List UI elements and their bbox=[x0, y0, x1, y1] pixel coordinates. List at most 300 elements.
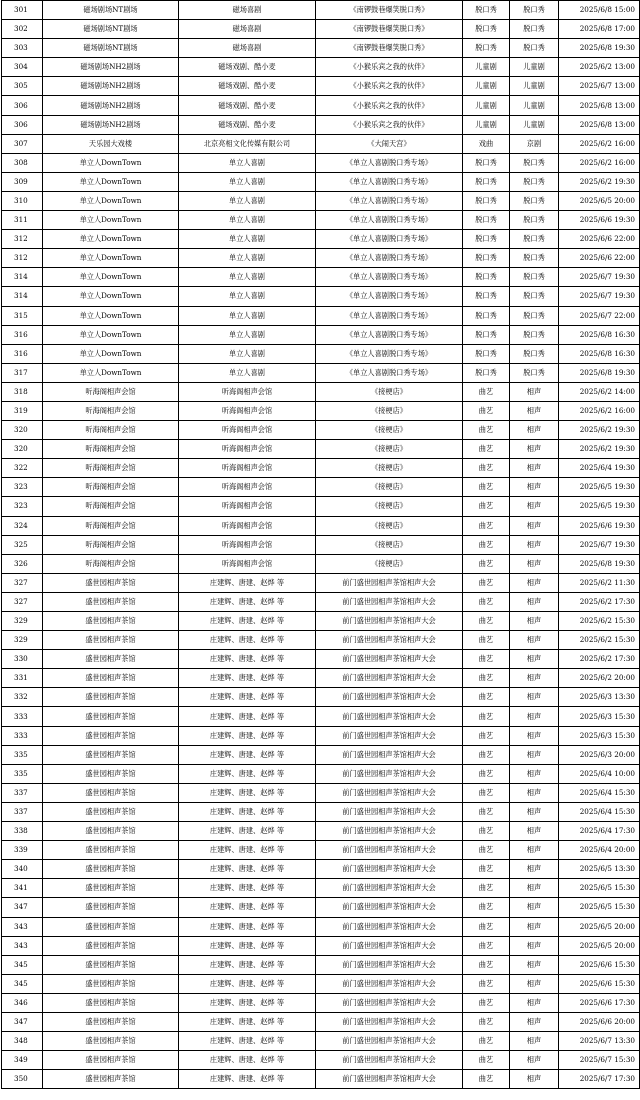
organizer-cell: 磁场喜剧 bbox=[179, 39, 316, 58]
table-row bbox=[2, 860, 640, 879]
table-row bbox=[2, 382, 640, 401]
organizer-cell: 庄建辉、唐建、赵烨 等 bbox=[179, 955, 316, 974]
program-title-cell: 《小猴乐宾之我的伙伴》 bbox=[316, 115, 463, 134]
category-cell: 脱口秀 bbox=[463, 153, 510, 172]
organizer-cell: 单立人喜剧 bbox=[179, 191, 316, 210]
program-title-cell: 前门盛世园相声茶馆相声大会 bbox=[316, 879, 463, 898]
table-row bbox=[2, 20, 640, 39]
row-number-cell: 347 bbox=[2, 898, 43, 917]
organizer-cell: 听海阁相声会馆 bbox=[179, 478, 316, 497]
row-number-cell: 340 bbox=[2, 860, 43, 879]
venue-cell: 听海阁相声会馆 bbox=[43, 497, 179, 516]
genre-cell: 脱口秀 bbox=[510, 211, 559, 230]
row-number-cell: 335 bbox=[2, 745, 43, 764]
organizer-cell: 庄建辉、唐建、赵烨 等 bbox=[179, 1070, 316, 1089]
table-row bbox=[2, 191, 640, 210]
show-time-cell: 2025/6/8 17:00 bbox=[559, 20, 640, 39]
program-title-cell: 《单立人喜剧脱口秀专场》 bbox=[316, 249, 463, 268]
organizer-cell: 听海阁相声会馆 bbox=[179, 382, 316, 401]
venue-cell: 单立人DownTown bbox=[43, 344, 179, 363]
genre-cell: 相声 bbox=[510, 401, 559, 420]
row-number-cell: 323 bbox=[2, 478, 43, 497]
category-cell: 脱口秀 bbox=[463, 20, 510, 39]
table-row bbox=[2, 440, 640, 459]
organizer-cell: 单立人喜剧 bbox=[179, 363, 316, 382]
row-number-cell: 320 bbox=[2, 440, 43, 459]
program-title-cell: 前门盛世园相声茶馆相声大会 bbox=[316, 707, 463, 726]
genre-cell: 相声 bbox=[510, 822, 559, 841]
show-time-cell: 2025/6/2 15:30 bbox=[559, 631, 640, 650]
table-row bbox=[2, 134, 640, 153]
organizer-cell: 庄建辉、唐建、赵烨 等 bbox=[179, 783, 316, 802]
show-time-cell: 2025/6/6 20:00 bbox=[559, 1012, 640, 1031]
table-row bbox=[2, 879, 640, 898]
genre-cell: 相声 bbox=[510, 1051, 559, 1070]
genre-cell: 脱口秀 bbox=[510, 153, 559, 172]
venue-cell: 盛世园相声茶馆 bbox=[43, 955, 179, 974]
venue-cell: 盛世园相声茶馆 bbox=[43, 1051, 179, 1070]
category-cell: 戏曲 bbox=[463, 134, 510, 153]
venue-cell: 听海阁相声会馆 bbox=[43, 478, 179, 497]
show-time-cell: 2025/6/3 20:00 bbox=[559, 745, 640, 764]
organizer-cell: 听海阁相声会馆 bbox=[179, 516, 316, 535]
table-row bbox=[2, 612, 640, 631]
category-cell: 曲艺 bbox=[463, 669, 510, 688]
venue-cell: 听海阁相声会馆 bbox=[43, 421, 179, 440]
show-time-cell: 2025/6/7 19:30 bbox=[559, 535, 640, 554]
venue-cell: 单立人DownTown bbox=[43, 268, 179, 287]
row-number-cell: 343 bbox=[2, 917, 43, 936]
show-time-cell: 2025/6/8 16:30 bbox=[559, 344, 640, 363]
show-time-cell: 2025/6/5 19:30 bbox=[559, 497, 640, 516]
table-row bbox=[2, 898, 640, 917]
organizer-cell: 磁场戏剧、酷小麦 bbox=[179, 96, 316, 115]
genre-cell: 相声 bbox=[510, 993, 559, 1012]
genre-cell: 相声 bbox=[510, 1032, 559, 1051]
genre-cell: 相声 bbox=[510, 955, 559, 974]
category-cell: 脱口秀 bbox=[463, 268, 510, 287]
venue-cell: 盛世园相声茶馆 bbox=[43, 1070, 179, 1089]
program-title-cell: 前门盛世园相声茶馆相声大会 bbox=[316, 612, 463, 631]
venue-cell: 单立人DownTown bbox=[43, 363, 179, 382]
organizer-cell: 听海阁相声会馆 bbox=[179, 459, 316, 478]
show-time-cell: 2025/6/5 20:00 bbox=[559, 191, 640, 210]
row-number-cell: 347 bbox=[2, 1012, 43, 1031]
organizer-cell: 庄建辉、唐建、赵烨 等 bbox=[179, 1051, 316, 1070]
genre-cell: 相声 bbox=[510, 382, 559, 401]
table-row bbox=[2, 1051, 640, 1070]
category-cell: 脱口秀 bbox=[463, 325, 510, 344]
category-cell: 脱口秀 bbox=[463, 344, 510, 363]
venue-cell: 磁场剧场NH2剧场 bbox=[43, 58, 179, 77]
category-cell: 曲艺 bbox=[463, 993, 510, 1012]
program-title-cell: 前门盛世园相声茶馆相声大会 bbox=[316, 1070, 463, 1089]
show-time-cell: 2025/6/6 15:30 bbox=[559, 974, 640, 993]
genre-cell: 脱口秀 bbox=[510, 39, 559, 58]
program-title-cell: 《南锣鼓巷爆笑脱口秀》 bbox=[316, 20, 463, 39]
category-cell: 曲艺 bbox=[463, 936, 510, 955]
organizer-cell: 庄建辉、唐建、赵烨 等 bbox=[179, 841, 316, 860]
organizer-cell: 单立人喜剧 bbox=[179, 211, 316, 230]
genre-cell: 相声 bbox=[510, 860, 559, 879]
row-number-cell: 327 bbox=[2, 592, 43, 611]
venue-cell: 盛世园相声茶馆 bbox=[43, 860, 179, 879]
program-title-cell: 《接梗店》 bbox=[316, 535, 463, 554]
venue-cell: 磁场剧场NH2剧场 bbox=[43, 96, 179, 115]
venue-cell: 盛世园相声茶馆 bbox=[43, 1032, 179, 1051]
program-title-cell: 前门盛世园相声茶馆相声大会 bbox=[316, 993, 463, 1012]
program-title-cell: 《接梗店》 bbox=[316, 497, 463, 516]
table-row bbox=[2, 1032, 640, 1051]
venue-cell: 磁场剧场NT剧场 bbox=[43, 39, 179, 58]
category-cell: 脱口秀 bbox=[463, 287, 510, 306]
program-title-cell: 《南锣鼓巷爆笑脱口秀》 bbox=[316, 39, 463, 58]
organizer-cell: 庄建辉、唐建、赵烨 等 bbox=[179, 993, 316, 1012]
show-time-cell: 2025/6/7 22:00 bbox=[559, 306, 640, 325]
row-number-cell: 302 bbox=[2, 20, 43, 39]
row-number-cell: 303 bbox=[2, 39, 43, 58]
row-number-cell: 338 bbox=[2, 822, 43, 841]
genre-cell: 脱口秀 bbox=[510, 268, 559, 287]
venue-cell: 盛世园相声茶馆 bbox=[43, 573, 179, 592]
program-title-cell: 前门盛世园相声茶馆相声大会 bbox=[316, 764, 463, 783]
genre-cell: 脱口秀 bbox=[510, 191, 559, 210]
genre-cell: 京剧 bbox=[510, 134, 559, 153]
table-row bbox=[2, 421, 640, 440]
table-row bbox=[2, 1, 640, 20]
table-row bbox=[2, 153, 640, 172]
program-title-cell: 前门盛世园相声茶馆相声大会 bbox=[316, 898, 463, 917]
show-time-cell: 2025/6/5 15:30 bbox=[559, 879, 640, 898]
organizer-cell: 庄建辉、唐建、赵烨 等 bbox=[179, 936, 316, 955]
program-title-cell: 《单立人喜剧脱口秀专场》 bbox=[316, 191, 463, 210]
genre-cell: 相声 bbox=[510, 726, 559, 745]
program-title-cell: 前门盛世园相声茶馆相声大会 bbox=[316, 841, 463, 860]
show-time-cell: 2025/6/2 16:00 bbox=[559, 153, 640, 172]
program-title-cell: 《接梗店》 bbox=[316, 478, 463, 497]
category-cell: 曲艺 bbox=[463, 783, 510, 802]
category-cell: 儿童剧 bbox=[463, 115, 510, 134]
organizer-cell: 庄建辉、唐建、赵烨 等 bbox=[179, 860, 316, 879]
program-title-cell: 《单立人喜剧脱口秀专场》 bbox=[316, 211, 463, 230]
genre-cell: 相声 bbox=[510, 535, 559, 554]
show-time-cell: 2025/6/6 19:30 bbox=[559, 516, 640, 535]
genre-cell: 脱口秀 bbox=[510, 287, 559, 306]
table-row bbox=[2, 745, 640, 764]
venue-cell: 盛世园相声茶馆 bbox=[43, 726, 179, 745]
organizer-cell: 庄建辉、唐建、赵烨 等 bbox=[179, 745, 316, 764]
show-time-cell: 2025/6/7 19:30 bbox=[559, 287, 640, 306]
show-time-cell: 2025/6/4 17:30 bbox=[559, 822, 640, 841]
venue-cell: 盛世园相声茶馆 bbox=[43, 612, 179, 631]
genre-cell: 脱口秀 bbox=[510, 230, 559, 249]
table-row bbox=[2, 669, 640, 688]
venue-cell: 听海阁相声会馆 bbox=[43, 535, 179, 554]
category-cell: 曲艺 bbox=[463, 631, 510, 650]
category-cell: 曲艺 bbox=[463, 955, 510, 974]
program-title-cell: 前门盛世园相声茶馆相声大会 bbox=[316, 1012, 463, 1031]
row-number-cell: 337 bbox=[2, 802, 43, 821]
genre-cell: 儿童剧 bbox=[510, 96, 559, 115]
table-row bbox=[2, 535, 640, 554]
organizer-cell: 磁场喜剧 bbox=[179, 20, 316, 39]
genre-cell: 相声 bbox=[510, 783, 559, 802]
organizer-cell: 庄建辉、唐建、赵烨 等 bbox=[179, 822, 316, 841]
show-time-cell: 2025/6/4 20:00 bbox=[559, 841, 640, 860]
category-cell: 曲艺 bbox=[463, 1012, 510, 1031]
organizer-cell: 单立人喜剧 bbox=[179, 306, 316, 325]
show-time-cell: 2025/6/5 20:00 bbox=[559, 917, 640, 936]
show-time-cell: 2025/6/5 19:30 bbox=[559, 478, 640, 497]
organizer-cell: 听海阁相声会馆 bbox=[179, 535, 316, 554]
venue-cell: 盛世园相声茶馆 bbox=[43, 993, 179, 1012]
organizer-cell: 庄建辉、唐建、赵烨 等 bbox=[179, 612, 316, 631]
category-cell: 脱口秀 bbox=[463, 230, 510, 249]
program-title-cell: 前门盛世园相声茶馆相声大会 bbox=[316, 631, 463, 650]
venue-cell: 听海阁相声会馆 bbox=[43, 516, 179, 535]
organizer-cell: 听海阁相声会馆 bbox=[179, 497, 316, 516]
category-cell: 曲艺 bbox=[463, 707, 510, 726]
table-row bbox=[2, 955, 640, 974]
program-title-cell: 前门盛世园相声茶馆相声大会 bbox=[316, 688, 463, 707]
row-number-cell: 309 bbox=[2, 172, 43, 191]
genre-cell: 儿童剧 bbox=[510, 58, 559, 77]
organizer-cell: 庄建辉、唐建、赵烨 等 bbox=[179, 1032, 316, 1051]
show-time-cell: 2025/6/2 20:00 bbox=[559, 669, 640, 688]
genre-cell: 儿童剧 bbox=[510, 77, 559, 96]
program-title-cell: 《接梗店》 bbox=[316, 459, 463, 478]
category-cell: 曲艺 bbox=[463, 459, 510, 478]
venue-cell: 盛世园相声茶馆 bbox=[43, 745, 179, 764]
program-title-cell: 前门盛世园相声茶馆相声大会 bbox=[316, 917, 463, 936]
row-number-cell: 306 bbox=[2, 115, 43, 134]
venue-cell: 单立人DownTown bbox=[43, 249, 179, 268]
organizer-cell: 单立人喜剧 bbox=[179, 172, 316, 191]
genre-cell: 相声 bbox=[510, 1070, 559, 1089]
venue-cell: 听海阁相声会馆 bbox=[43, 401, 179, 420]
show-time-cell: 2025/6/7 17:30 bbox=[559, 1070, 640, 1089]
table-row bbox=[2, 974, 640, 993]
program-title-cell: 《小猴乐宾之我的伙伴》 bbox=[316, 77, 463, 96]
show-time-cell: 2025/6/2 16:00 bbox=[559, 134, 640, 153]
table-row bbox=[2, 554, 640, 573]
row-number-cell: 318 bbox=[2, 382, 43, 401]
category-cell: 曲艺 bbox=[463, 592, 510, 611]
show-time-cell: 2025/6/2 19:30 bbox=[559, 421, 640, 440]
category-cell: 曲艺 bbox=[463, 573, 510, 592]
category-cell: 曲艺 bbox=[463, 917, 510, 936]
show-time-cell: 2025/6/6 22:00 bbox=[559, 230, 640, 249]
table-row bbox=[2, 1070, 640, 1089]
organizer-cell: 磁场戏剧、酷小麦 bbox=[179, 115, 316, 134]
venue-cell: 盛世园相声茶馆 bbox=[43, 841, 179, 860]
row-number-cell: 324 bbox=[2, 516, 43, 535]
genre-cell: 相声 bbox=[510, 478, 559, 497]
row-number-cell: 337 bbox=[2, 783, 43, 802]
genre-cell: 相声 bbox=[510, 917, 559, 936]
category-cell: 曲艺 bbox=[463, 516, 510, 535]
genre-cell: 相声 bbox=[510, 974, 559, 993]
venue-cell: 盛世园相声茶馆 bbox=[43, 822, 179, 841]
category-cell: 曲艺 bbox=[463, 726, 510, 745]
category-cell: 曲艺 bbox=[463, 421, 510, 440]
venue-cell: 磁场剧场NT剧场 bbox=[43, 1, 179, 20]
genre-cell: 相声 bbox=[510, 1012, 559, 1031]
program-title-cell: 前门盛世园相声茶馆相声大会 bbox=[316, 745, 463, 764]
organizer-cell: 北京亮相文化传媒有限公司 bbox=[179, 134, 316, 153]
category-cell: 曲艺 bbox=[463, 401, 510, 420]
row-number-cell: 348 bbox=[2, 1032, 43, 1051]
show-time-cell: 2025/6/7 15:30 bbox=[559, 1051, 640, 1070]
organizer-cell: 庄建辉、唐建、赵烨 等 bbox=[179, 631, 316, 650]
table-row bbox=[2, 287, 640, 306]
row-number-cell: 327 bbox=[2, 573, 43, 592]
category-cell: 曲艺 bbox=[463, 802, 510, 821]
venue-cell: 盛世园相声茶馆 bbox=[43, 707, 179, 726]
venue-cell: 盛世园相声茶馆 bbox=[43, 783, 179, 802]
organizer-cell: 听海阁相声会馆 bbox=[179, 440, 316, 459]
venue-cell: 听海阁相声会馆 bbox=[43, 459, 179, 478]
organizer-cell: 庄建辉、唐建、赵烨 等 bbox=[179, 764, 316, 783]
show-time-cell: 2025/6/2 19:30 bbox=[559, 172, 640, 191]
show-time-cell: 2025/6/2 14:00 bbox=[559, 382, 640, 401]
genre-cell: 相声 bbox=[510, 516, 559, 535]
genre-cell: 脱口秀 bbox=[510, 1, 559, 20]
venue-cell: 盛世园相声茶馆 bbox=[43, 936, 179, 955]
show-time-cell: 2025/6/5 15:30 bbox=[559, 898, 640, 917]
show-time-cell: 2025/6/5 13:30 bbox=[559, 860, 640, 879]
program-title-cell: 前门盛世园相声茶馆相声大会 bbox=[316, 592, 463, 611]
program-title-cell: 《接梗店》 bbox=[316, 382, 463, 401]
genre-cell: 脱口秀 bbox=[510, 325, 559, 344]
venue-cell: 单立人DownTown bbox=[43, 211, 179, 230]
program-title-cell: 前门盛世园相声茶馆相声大会 bbox=[316, 573, 463, 592]
program-title-cell: 前门盛世园相声茶馆相声大会 bbox=[316, 726, 463, 745]
show-time-cell: 2025/6/8 19:30 bbox=[559, 363, 640, 382]
organizer-cell: 听海阁相声会馆 bbox=[179, 421, 316, 440]
genre-cell: 相声 bbox=[510, 707, 559, 726]
category-cell: 曲艺 bbox=[463, 860, 510, 879]
table-row bbox=[2, 172, 640, 191]
program-title-cell: 前门盛世园相声茶馆相声大会 bbox=[316, 1051, 463, 1070]
genre-cell: 相声 bbox=[510, 440, 559, 459]
table-row bbox=[2, 688, 640, 707]
category-cell: 脱口秀 bbox=[463, 249, 510, 268]
row-number-cell: 301 bbox=[2, 1, 43, 20]
row-number-cell: 335 bbox=[2, 764, 43, 783]
category-cell: 脱口秀 bbox=[463, 39, 510, 58]
table-row bbox=[2, 497, 640, 516]
organizer-cell: 听海阁相声会馆 bbox=[179, 554, 316, 573]
table-row bbox=[2, 401, 640, 420]
genre-cell: 相声 bbox=[510, 898, 559, 917]
row-number-cell: 311 bbox=[2, 211, 43, 230]
organizer-cell: 庄建辉、唐建、赵烨 等 bbox=[179, 707, 316, 726]
venue-cell: 听海阁相声会馆 bbox=[43, 382, 179, 401]
show-time-cell: 2025/6/8 16:30 bbox=[559, 325, 640, 344]
organizer-cell: 磁场喜剧 bbox=[179, 1, 316, 20]
organizer-cell: 单立人喜剧 bbox=[179, 153, 316, 172]
program-title-cell: 《单立人喜剧脱口秀专场》 bbox=[316, 287, 463, 306]
venue-cell: 磁场剧场NT剧场 bbox=[43, 20, 179, 39]
program-title-cell: 《单立人喜剧脱口秀专场》 bbox=[316, 344, 463, 363]
genre-cell: 相声 bbox=[510, 669, 559, 688]
venue-cell: 单立人DownTown bbox=[43, 172, 179, 191]
show-time-cell: 2025/6/6 17:30 bbox=[559, 993, 640, 1012]
venue-cell: 磁场剧场NH2剧场 bbox=[43, 115, 179, 134]
program-title-cell: 《小猴乐宾之我的伙伴》 bbox=[316, 96, 463, 115]
show-time-cell: 2025/6/2 17:30 bbox=[559, 650, 640, 669]
row-number-cell: 320 bbox=[2, 421, 43, 440]
venue-cell: 盛世园相声茶馆 bbox=[43, 898, 179, 917]
table-row bbox=[2, 306, 640, 325]
category-cell: 儿童剧 bbox=[463, 58, 510, 77]
row-number-cell: 314 bbox=[2, 287, 43, 306]
row-number-cell: 306 bbox=[2, 96, 43, 115]
program-title-cell: 前门盛世园相声茶馆相声大会 bbox=[316, 1032, 463, 1051]
genre-cell: 相声 bbox=[510, 459, 559, 478]
program-title-cell: 《小猴乐宾之我的伙伴》 bbox=[316, 58, 463, 77]
genre-cell: 相声 bbox=[510, 421, 559, 440]
table-row bbox=[2, 516, 640, 535]
category-cell: 曲艺 bbox=[463, 822, 510, 841]
table-row bbox=[2, 822, 640, 841]
organizer-cell: 听海阁相声会馆 bbox=[179, 401, 316, 420]
venue-cell: 听海阁相声会馆 bbox=[43, 440, 179, 459]
program-title-cell: 《接梗店》 bbox=[316, 421, 463, 440]
category-cell: 曲艺 bbox=[463, 898, 510, 917]
category-cell: 曲艺 bbox=[463, 764, 510, 783]
row-number-cell: 345 bbox=[2, 974, 43, 993]
program-title-cell: 《单立人喜剧脱口秀专场》 bbox=[316, 363, 463, 382]
venue-cell: 盛世园相声茶馆 bbox=[43, 764, 179, 783]
program-title-cell: 《接梗店》 bbox=[316, 516, 463, 535]
organizer-cell: 单立人喜剧 bbox=[179, 344, 316, 363]
table-row bbox=[2, 363, 640, 382]
table-row bbox=[2, 325, 640, 344]
genre-cell: 相声 bbox=[510, 612, 559, 631]
table-row bbox=[2, 573, 640, 592]
genre-cell: 相声 bbox=[510, 764, 559, 783]
show-time-cell: 2025/6/6 15:30 bbox=[559, 955, 640, 974]
program-title-cell: 《单立人喜剧脱口秀专场》 bbox=[316, 172, 463, 191]
show-time-cell: 2025/6/2 13:00 bbox=[559, 58, 640, 77]
show-time-cell: 2025/6/4 10:00 bbox=[559, 764, 640, 783]
organizer-cell: 庄建辉、唐建、赵烨 等 bbox=[179, 917, 316, 936]
table-row bbox=[2, 993, 640, 1012]
category-cell: 曲艺 bbox=[463, 974, 510, 993]
category-cell: 曲艺 bbox=[463, 382, 510, 401]
category-cell: 曲艺 bbox=[463, 612, 510, 631]
category-cell: 脱口秀 bbox=[463, 191, 510, 210]
venue-cell: 单立人DownTown bbox=[43, 230, 179, 249]
genre-cell: 脱口秀 bbox=[510, 363, 559, 382]
program-title-cell: 《接梗店》 bbox=[316, 440, 463, 459]
venue-cell: 盛世园相声茶馆 bbox=[43, 669, 179, 688]
genre-cell: 脱口秀 bbox=[510, 172, 559, 191]
genre-cell: 相声 bbox=[510, 497, 559, 516]
table-row bbox=[2, 1012, 640, 1031]
show-time-cell: 2025/6/8 19:30 bbox=[559, 39, 640, 58]
program-title-cell: 《单立人喜剧脱口秀专场》 bbox=[316, 325, 463, 344]
row-number-cell: 307 bbox=[2, 134, 43, 153]
table-row bbox=[2, 268, 640, 287]
organizer-cell: 庄建辉、唐建、赵烨 等 bbox=[179, 802, 316, 821]
venue-cell: 单立人DownTown bbox=[43, 153, 179, 172]
table-row bbox=[2, 592, 640, 611]
table-row bbox=[2, 707, 640, 726]
table-row bbox=[2, 802, 640, 821]
